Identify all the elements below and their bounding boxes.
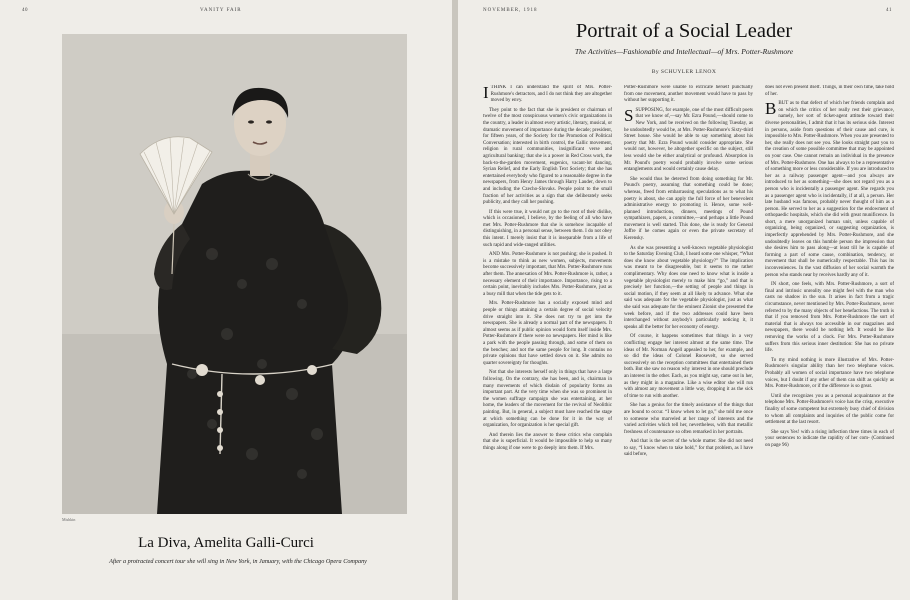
right-running-head: NOVEMBER, 1918 (483, 8, 538, 13)
column-paragraph: She would thus be deterred from doing something for Mr. Pound's poetry, assuming that something could be done; whereas, freed from embarrassing speculations as to what his poetry is about, she can apply the full force of her benevolent administrative energy to promoting it. Hence, some well-planned introductions, dinners, meetings of Pound sympathizers, papers, a committee,—and perhaps a little Pound movement is well started. This done, she is ready for General Joffre if he comes again or even the private secretary of Kerensky. (624, 176, 753, 242)
left-folio: 40 (22, 8, 28, 13)
column-paragraph: She says Yes! with a rising inflection three times in each of your sentences to indicate the rapidity of her com- (Continued on page 96) (765, 429, 894, 448)
drop-cap: S (624, 105, 634, 125)
drop-cap: I (483, 85, 489, 102)
diva-portrait-image (62, 34, 407, 514)
column-paragraph: Of course, it happens sometimes that things in a very conflicting engage her interest almost at the same time. The ideas of Mr. Norman Angell appealed to her, for example, and so did the ideas of Colonel Roosevelt, so she served successively on the reception committees that entertained them both. But she saw no reason why interest in one should preclude an interest in the other. Each, as you might say, came out in her, as they might in a magazine. Like a wise editor she will run with almost any movement a little way, dropping it as the sick of time to run with another. (624, 334, 753, 399)
caption-subtitle: After a protracted concert tour she will sing in New York, in January, with the Chicago Opera Company (109, 558, 367, 565)
article-byline: By SCHUYLER LENOX (651, 69, 717, 75)
column-paragraph: Potter-Rushmore were unable to extricate herself punctually from one movement, another movement would have to pass by without her supporting it. (624, 85, 753, 104)
caption-title: La Diva, Amelita Galli-Curci (138, 535, 314, 551)
column-paragraph: ITHINK I can understand the spirit of Mrs. Potter-Rushmore's detractors, and I do not think they are altogether moved by envy. (483, 85, 612, 104)
photo-credit: Mishkin (62, 517, 76, 522)
column-paragraph: And therein lies the answer to these critics who complain that she is superficial. It would be impossible to help so many things along if one were to go deeply into them. If Mrs. (483, 432, 612, 451)
left-page (0, 0, 452, 600)
column-paragraph: Not that she interests herself only in things that have a large following. On the contrary, she has been, and is, chairman in many movements of which disdain of popularity forms an important part. At the very time when she was so prominent in the women suffrage campaign she was entertaining, at her home, the leaders of the movement for the revival of Neolithic painting. But, in general, a subject must have reached the stage at which something can be done for it in the way of organization, for organization is her special gift. (483, 370, 612, 429)
column-paragraph: does not even present itself. Things, in their own time, take hold of her. (765, 85, 894, 97)
column-paragraph: They point to the fact that she is president or chairman of twelve of the most conspicuous women's civic organizations in the country, a leader in almost every artistic, literary, musical, or dramatic movement of importance during the decade; president, for fifteen years, of the Society for the Promotion of Political Conversation; interested in birth control, the Gallic movement, religion in rural communities, insignificant verse and agricultural banking; that she is a power in Red Cross work, the back-to-the-garden movement, eugenics, vacant-lot dancing, Syrian Relief, and the Early English Text Society; that she has entertained everybody who figured to a reasonable degree in the newspapers, from Henry James through Harry Lauder, down to and including the Czecho-Slovaks. People point to the small fraction of her activities as a sign that she deliberately seeks publicity, and they call her pushing. (483, 107, 612, 206)
column-paragraph: To my mind nothing is more illustrative of Mrs. Potter-Rushmore's singular ability than her two telephone voices. Probably all women of social importance have two telephone voices, but I doubt if any other of them can shift as quickly as Mrs. Potter-Rushmore, or if the difference is so great. (765, 357, 894, 390)
column-paragraph: If this were true, it would not go to the root of their dislike, which is occasioned, I believe, by the feeling of all who have met Mrs. Potter-Rushmore that she is somehow incapable of distinguishing, in a personal sense, between them. I do not obey this intent. I merely insist that it is inseparable from a life of such rapid and wide-ranged utilities. (483, 209, 612, 248)
column-paragraph: And that is the secret of the whole matter. She did not need to say, “I know when to take hold,” for that problem, as I have said before, (624, 439, 753, 458)
column-paragraph: SSUPPOSING, for example, one of the most difficult poets that we know of,—say Mr. Ezra Pound,—should come to New York, and be received on the following Tuesday, as he undoubtedly would be, at Mrs. Potter-Rushmore's Sixty-third Street house. She would be able to say something about his poetry that Mr. Ezra Pound would consider appropriate. She would not, however, be altogether specific on the subject, still less would she be either analytical or profound. Absorption in Mr. Pound's poetry would probably involve some serious entanglements and would certainly cause delay. (624, 105, 753, 173)
article-column-2 (624, 85, 753, 585)
drop-cap: B (765, 99, 777, 119)
right-folio: 41 (886, 8, 892, 13)
left-running-head: VANITY FAIR (200, 8, 242, 13)
column-paragraph: Until she recognizes you as a personal acquaintance at the telephone Mrs. Potter-Rushmore's voice has the crisp, executive finality of some competent but extremely busy chief of division to whom all complaints and inquiries of the public come for settlement at the last resort. (765, 393, 894, 426)
article-headline: Portrait of a Social Leader (575, 20, 793, 42)
article-column-1 (483, 85, 612, 585)
column-paragraph: IN short, one feels, with Mrs. Potter-Rushmore, a sort of final and intrinsic unreality one might feel with the man who casts no shadow in the sun. It arises in fact from a tragic circumstance, never mentioned by Mrs. Potter-Rushmore, never referred to by the many objects of her benefactions. The truth is that if you removed from Mrs. Potter-Rushmore the sort of material that is always too accessible in our magazines and newspapers, there would be nothing left. It would be like removing the works of a clock. For Mrs. Potter-Rushmore suffers from this serious inner destitution: She has no private life. (765, 282, 894, 354)
column-paragraph: As she was presenting a well-known vegetable physiologist to the Saturday Evening Club, I heard some one whisper, “What does she know about vegetable physiology?” The implication was meant to be disagreeable, but it seems to me rather complimentary. Why does one need to know what is inside a vegetable physiologist merely to make him “go,” and that is precisely her function,—the setting of people and things in social motion, if they seem at all likely to advance. What she said was adequate for the vegetable physiologist, just as what she said was adequate for the eminent Zionist she presented the week before, and if the two addresses could have been interchanged without anybody's particularly noticing it, it speaks all the better for her economy of energy. (624, 245, 753, 330)
column-paragraph: AND Mrs. Potter-Rushmore is not pushing; she is pushed. It is a mistake to think as new women, subjects, movements become successively important, that Mrs. Potter-Rushmore runs after them. The annexation of Mrs. Potter-Rushmore is, rather, a necessary element of their importance. Importance, rising to a certain point, inevitably includes Mrs. Potter-Rushmore, just as a busy mill that when the tide gets to it. (483, 252, 612, 297)
article-column-3 (765, 85, 894, 585)
column-paragraph: She has a genius for the timely assistance of the things that are bound to occur. “I know when to let go,” she told me once to someone who marveled at her range of interests and the varied activities which tell her, nevertheless, with that metallic freshness of countenance so often remarked in her portraits. (624, 403, 753, 435)
portrait-photo (62, 34, 407, 514)
article-deck: The Activities—Fashionable and Intellectual—of Mrs. Potter-Rushmore (574, 47, 794, 56)
right-page (458, 0, 910, 600)
column-paragraph: BBUT as to that defect of which her friends complain and on which the critics of her really rest their grievance, namely, her sort of ticket-agent attitude toward their diverse personalities, I admit that it has its serious side. Interest in persons, aside from questions of their cause and cure, is impossible to Mrs. Potter-Rushmore. When you are presented to her, she really does not see you. She looks straight past you to the creation of some possible committee that may be appointed on your case. One cannot remain an individual in the presence of Mrs. Potter-Rushmore. One has always to be a representative of something more or less considerable. If you are introduced to her as a railway passenger agent—and you always are introduced to her as something—she does not regard you as a person who is incidentally a passenger agent. She regards you as a passenger agent who is incidentally, if at all, a person. Her late husband was famous, probably never thought of him as a person. He served to her as a suggestion for the endowment of orthopaedic hospitals, which she did with great munificence. In short, a mere unorganized human unit, unless capable of organizing, being organized, or suggesting organization, is imperfectly apprehended by Mrs. Potter-Rushmore, and she undoubtedly leaves on this humble person the impression that she desires him to pass along—at least till he is capable of forming a part of some cause, combination, tendency, or movement that shall be numerically respectable. This has its inconveniences. In the vast diffusion of her social warmth the person who stands near by receives hardly any of it. (765, 99, 894, 278)
column-paragraph: Mrs. Potter-Rushmore has a socially exposed mind and people or things attaining a certain degree of social velocity drive straight into it. She does not try to get into the newspapers. She is already a normal part of the newspapers. It almost seems as if public opinion would form itself inside Mrs. Potter-Rushmore if there were no newspapers. Her mind is like a park with the people passing through, and some of them on the benches; and not the same people for long. It contains no private opinions that have settled down on it. She admits no quarter sovereignty for thoughts. (483, 301, 612, 366)
